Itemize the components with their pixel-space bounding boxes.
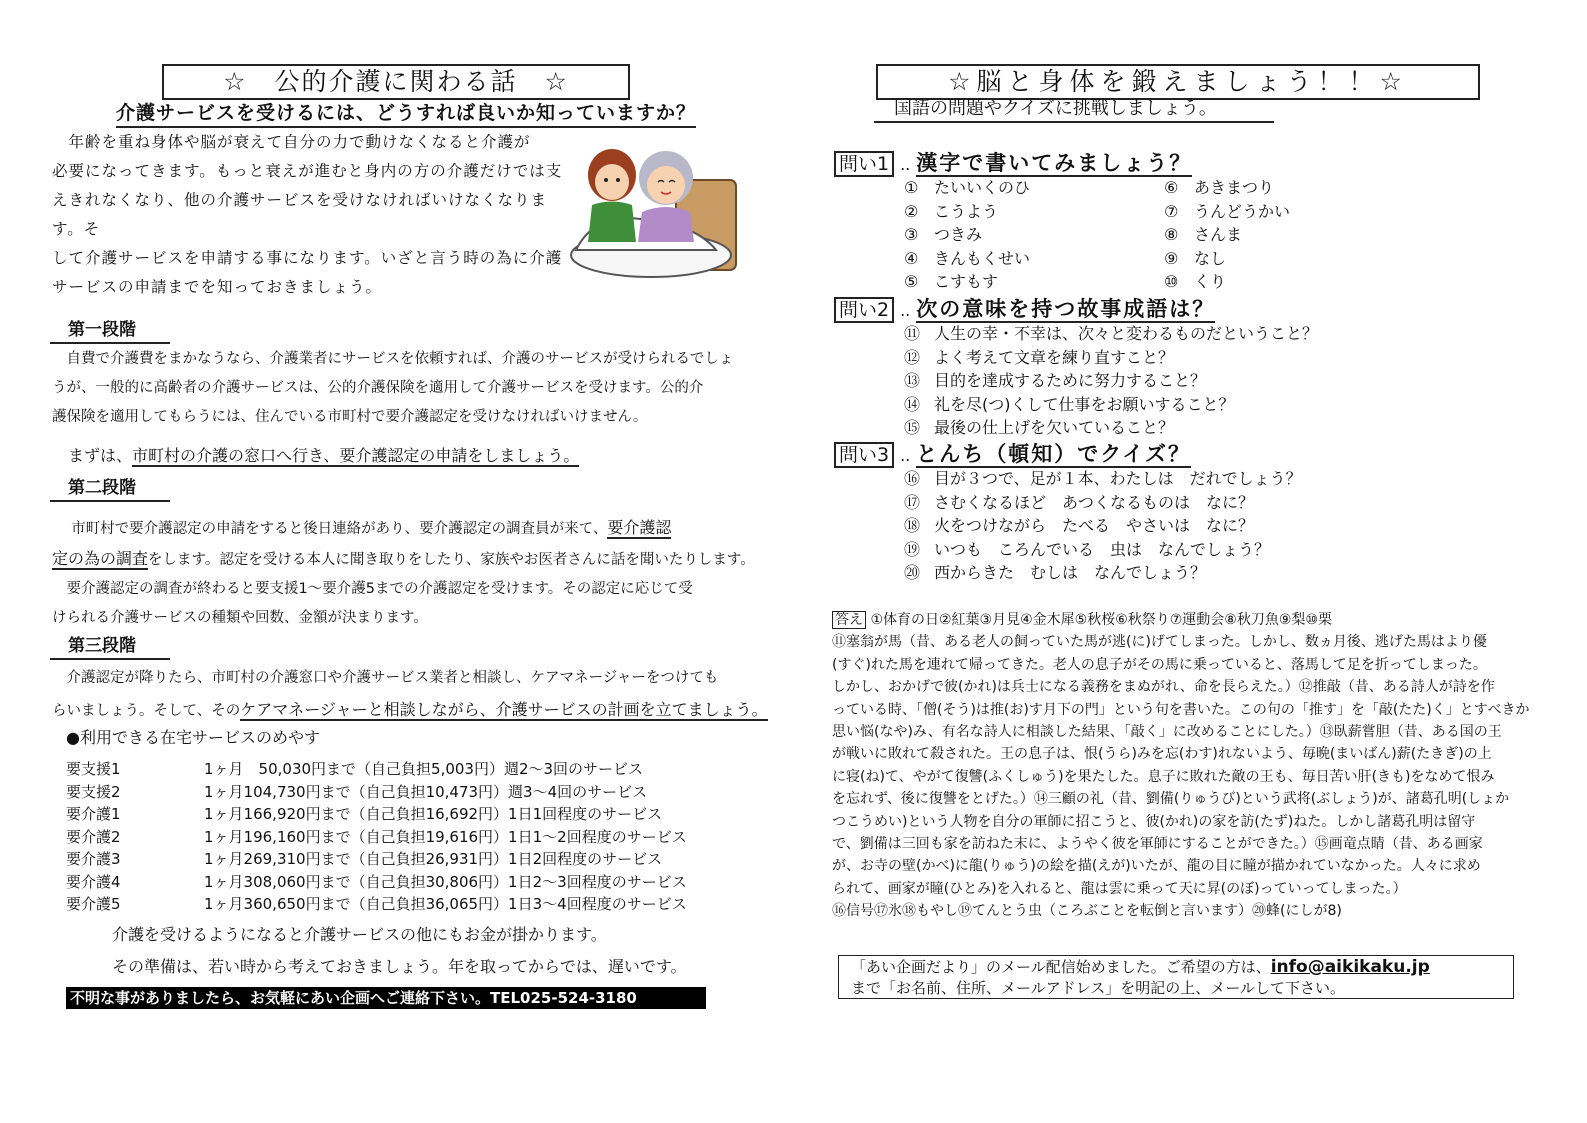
question-text: こうよう (934, 201, 999, 221)
question-number: ⑦ (1164, 201, 1179, 221)
q1-item (904, 176, 1030, 200)
q1-item (904, 247, 1030, 271)
service-level: 要支援2 (66, 782, 121, 801)
stage2-emphasis: 定の為の調査 (52, 549, 149, 568)
q2-item (904, 369, 1318, 393)
service-level: 要介護1 (66, 805, 121, 823)
q1-item (904, 200, 1030, 224)
question-text: こすもす (934, 272, 999, 291)
stage2-text: をします。認定を受ける本人に聞き取りをしたり、家族やお医者さんに話を聞いたりします。 (148, 552, 755, 568)
newsletter-box (838, 955, 1514, 999)
question-number: ① (904, 178, 919, 197)
answers-line: ①体育の日②紅葉③月見④金木犀⑤秋桜⑥秋祭り⑦運動会⑧秋刀魚⑨梨⑩栗 (866, 612, 1332, 628)
answers-line-first (832, 609, 1532, 631)
q1-title: 漢字で書いてみましょう？ (916, 151, 1193, 175)
q1-dots: .. (900, 155, 911, 174)
question-number: ⑥ (1164, 178, 1179, 197)
question-number: ⑳ (904, 563, 921, 582)
q3-item (904, 467, 1302, 491)
service-desc: 1ヶ月166,920円まで（自己負担16,692円）1日1回程度のサービス (204, 805, 663, 823)
q2-title: 次の意味を持つ故事成語は？ (916, 297, 1216, 321)
question-text: 人生の幸・不幸は、次々と変わるものだということ？ (934, 324, 1319, 343)
question-number: ⑩ (1164, 272, 1179, 291)
question-text: つきみ (934, 225, 983, 244)
stage1-line: 自費で介護費をまかなうなら、介護業者にサービスを依頼すれば、介護のサービスが受けられるでしょ (52, 351, 734, 367)
answers-line: が戦いに敗れて殺された。王の息子は、恨(うら)みを忘(わす)れないよう、毎晩(まいばん)薪(たきぎ)の上 (832, 746, 1492, 763)
service-row (66, 758, 687, 781)
service-row (66, 871, 687, 894)
q3-dots: .. (900, 446, 911, 465)
question-text: 最後の仕上げを欠いていること？ (934, 418, 1175, 437)
stage1-callout: 市町村の介護の窓口へ行き、要介護認定の申請をしましょう。 (132, 446, 580, 465)
question-number: ⑤ (904, 272, 919, 291)
q3-item (904, 538, 1302, 562)
answers-line: しかし、おかげで彼(かれ)は兵士になる義務をまぬがれ、命を長らえた。）⑫推敲（昔、ある詩人が詩を作 (832, 679, 1495, 696)
question-text: たいいくのひ (934, 178, 1031, 197)
answers-line: ⑪塞翁が馬（昔、ある老人の飼っていた馬が逃(に)げてしまった。しかし、数ヵ月後、逃げた馬はより優 (832, 634, 1487, 651)
service-level: 要支援1 (66, 760, 121, 778)
q1-item (904, 270, 1030, 294)
question-number: ⑬ (904, 371, 921, 390)
intro-line: して介護サービスを申請する事になります。いざと言う時の為に介護 (52, 249, 563, 267)
question-text: よく考えて文章を練り直すこと？ (934, 347, 1175, 367)
question-text: 火をつけながら たべる やさいは なに？ (934, 516, 1255, 535)
stage2-line2 (52, 544, 755, 575)
caregiver-illustration (566, 130, 742, 280)
contact-bar: 不明な事がありましたら、お気軽にあい企画へご連絡下さい。TEL025-524-3180 (66, 987, 706, 1009)
question-text: うんどうかい (1194, 201, 1291, 221)
question-number: ⑯ (904, 469, 921, 488)
service-row (66, 893, 687, 916)
q1-item (1164, 223, 1290, 247)
answers-line: (すぐ)れた馬を連れて帰ってきた。老人の息子がその馬に乗っていると、落馬して足を折ってしまった。 (832, 656, 1487, 673)
services-table (66, 758, 687, 916)
question-number: ⑫ (904, 347, 921, 367)
right-subtitle: 国語の問題やクイズに挑戦しましょう。 (874, 97, 1274, 123)
q1-item (1164, 176, 1290, 200)
stage1-heading: 第一段階 (50, 318, 170, 344)
question-number: ⑨ (1164, 248, 1179, 268)
question-number: ② (904, 201, 919, 221)
intro-line: えきれなくなり、他の介護サービスを受けなければいけなくなります。そ (52, 191, 548, 238)
stage3-emphasis: ケアマネージャーと相談しながら、介護サービスの計画を立てましょう。 (240, 700, 768, 719)
stage1-callout-prefix: まずは、 (52, 446, 133, 465)
question-number: ③ (904, 225, 919, 244)
service-row (66, 803, 687, 826)
q3-title: とんち（頓知）でクイズ？ (916, 442, 1192, 466)
answers-line: つこうめい)という人物を自分の軍師に招こうと、彼(かれ)の家を訪(たず)ねた。しかし諸葛孔明は留守 (832, 813, 1476, 830)
answers-block (832, 609, 1532, 923)
q2-items (904, 322, 1318, 440)
question-number: ⑧ (1164, 225, 1179, 244)
closing-line-1: 介護を受けるようになると介護サービスの他にもお金が掛かります。 (112, 925, 607, 944)
intro-line: 年齢を重ね身体や脳が衰えて自分の力で動けなくなると介護が (52, 133, 531, 151)
service-level: 要介護3 (66, 850, 121, 868)
q3-item (904, 514, 1302, 538)
stage2-emphasis: 要介護認 (607, 518, 672, 537)
email-link[interactable]: info@aikikaku.jp (1270, 957, 1430, 977)
question-text: くり (1194, 272, 1227, 291)
answers-tag: 答え (832, 611, 866, 629)
service-desc: 1ヶ月104,730円まで（自己負担10,473円）週3～4回のサービス (204, 782, 648, 801)
answers-line: を忘れず、後に復讐をとげた。）⑭三顧の礼（昔、劉備(りゅうび)という武将(ぶしょう)が、諸葛孔明(しょか (832, 791, 1510, 808)
answers-line: られて、画家が瞳(ひとみ)を入れると、龍は雲に乗って天に昇(のぼ)っていってしまった。） (832, 880, 1407, 897)
q1-item (904, 223, 1030, 247)
stage2-text: 市町村で要介護認定の申請をすると後日連絡があり、要介護認定の調査員が来て、 (52, 521, 608, 537)
q2-item (904, 346, 1318, 370)
stage3-body (52, 662, 768, 727)
question-text: 礼を尽(つ)くして仕事をお願いすること？ (934, 394, 1235, 414)
q3-item (904, 561, 1302, 585)
question-number: ④ (904, 248, 919, 268)
q2-tag: 問い2 (834, 297, 894, 323)
answers-line: が、お寺の壁(かべ)に龍(りゅう)の絵を描(えが)いたが、龍の目に瞳が描かれていなかった。人々に求め (832, 858, 1481, 875)
answers-line: 思い悩(なや)み、有名な詩人に相談した結果、「敲く」に改めることにした。）⑬臥薪嘗胆（昔、ある国の王 (832, 724, 1502, 741)
stage1-line: うが、一般的に高齢者の介護サービスは、公的介護保険を適用して介護サービスを受けます。公的介 (52, 380, 704, 396)
intro-line: サービスの申請までを知っておきましょう。 (52, 278, 383, 296)
question-text: あきまつり (1194, 178, 1275, 197)
answers-line: に寝(ね)て、やがて復讐(ふくしゅう)を果たした。息子に敗れた敵の王も、毎日苦い肝(きも)をなめて恨み (832, 768, 1495, 785)
stage3-line1: 介護認定が降りたら、市町村の介護窓口や介護サービス業者と相談し、ケアマネージャーをつけても (52, 670, 719, 686)
question-number: ⑲ (904, 539, 921, 559)
stage2-line3: 要介護認定の調査が終わると要支援1～要介護5までの介護認定を受けます。その認定に応じて受 (52, 581, 693, 597)
service-row (66, 781, 687, 804)
question-text: いつも ころんでいる 虫は なんでしょう？ (934, 539, 1271, 559)
stage2-heading: 第二段階 (50, 476, 170, 502)
q1-header (834, 150, 1192, 176)
q1-item (1164, 270, 1290, 294)
services-heading: ●利用できる在宅サービスのめやす (66, 728, 320, 747)
stage3-text: らいましょう。そして、その (52, 703, 241, 719)
service-level: 要介護2 (66, 827, 121, 846)
intro-line: 必要になってきます。もっと衰えが進むと身内の方の介護だけでは支 (52, 162, 563, 180)
service-level: 要介護5 (66, 895, 121, 913)
q1-item (1164, 200, 1290, 224)
left-title-box (162, 64, 630, 100)
q2-header (834, 296, 1215, 322)
q2-item (904, 393, 1318, 417)
answers-line: で、劉備は三回も家を訪ねた末に、ようやく彼を軍師にすることができた。）⑮画竜点睛（昔、ある画家 (832, 836, 1483, 853)
q3-tag: 問い3 (834, 442, 894, 468)
service-desc: 1ヶ月308,060円まで（自己負担30,806円）1日2～3回程度のサービス (204, 872, 687, 891)
question-number: ⑰ (904, 492, 921, 512)
question-text: さむくなるほど あつくなるものは なに？ (934, 492, 1255, 512)
q2-item (904, 322, 1318, 346)
question-number: ⑭ (904, 394, 921, 414)
question-number: ⑱ (904, 516, 921, 535)
stage2-line1 (52, 513, 742, 544)
newsletter-text: 「あい企画だより」のメール配信始めました。ご希望の方は、 (851, 958, 1271, 976)
q1-tag: 問い1 (834, 151, 894, 177)
stage2-body (52, 513, 755, 633)
service-row (66, 826, 687, 849)
q3-items (904, 467, 1302, 585)
stage1-body (52, 345, 742, 432)
stage2-line4: けられる介護サービスの種類や回数、金額が決まります。 (52, 610, 428, 626)
service-row (66, 848, 687, 871)
service-desc: 1ヶ月269,310円まで（自己負担26,931円）1日2回程度のサービス (204, 850, 663, 868)
right-title: ☆脳と身体を鍛えましょう！！☆ (948, 67, 1408, 96)
question-text: なし (1194, 248, 1227, 268)
service-desc: 1ヶ月 50,030円まで（自己負担5,003円）週2～3回のサービス (204, 760, 644, 778)
q1-col1 (904, 176, 1030, 294)
service-level: 要介護4 (66, 872, 121, 891)
service-desc: 1ヶ月196,160円まで（自己負担19,616円）1日1～2回程度のサービス (204, 827, 687, 846)
question-text: 目的を達成するために努力すること？ (934, 371, 1207, 390)
left-subtitle: 介護サービスを受けるには、どうすれば良いか知っていますか？ (116, 100, 696, 128)
service-desc: 1ヶ月360,650円まで（自己負担36,065円）1日3～4回程度のサービス (204, 895, 687, 913)
stage3-heading: 第三段階 (50, 634, 170, 660)
question-text: 目が３つで、足が１本、わたしは だれでしょう？ (934, 469, 1302, 488)
q2-dots: .. (900, 301, 911, 320)
newsletter-line-1 (851, 957, 1513, 978)
q2-item (904, 416, 1318, 440)
right-title-box (876, 64, 1480, 100)
question-number: ⑪ (904, 324, 921, 343)
q1-item (1164, 247, 1290, 271)
question-number: ⑮ (904, 418, 921, 437)
left-title: ☆ 公的介護に関わる話 ☆ (223, 67, 569, 96)
closing-line-2: その準備は、若い時から考えておきましょう。年を取ってからでは、遅いです。 (112, 957, 687, 976)
stage1-line: 護保険を適用してもらうには、住んでいる市町村で要介護認定を受けなければいけません。 (52, 409, 648, 425)
newsletter-line-2: まで「お名前、住所、メールアドレス」を明記の上、メールして下さい。 (851, 979, 1345, 997)
stage3-line2 (52, 694, 768, 727)
stage1-callout-line (52, 444, 579, 468)
answers-line: ⑯信号⑰氷⑱もやし⑲てんとう虫（ころぶことを転倒と言います）⑳蜂(にしが8) (832, 903, 1342, 920)
answers-line: っている時、「僧(そう)は推(お)す月下の門」という句を書いた。この句の「推す」を「敲(たた)く」とすべきか (832, 701, 1530, 718)
question-text: 西からきた むしは なんでしょう？ (934, 563, 1207, 582)
q3-header (834, 441, 1191, 467)
question-text: さんま (1194, 225, 1243, 244)
left-intro (52, 128, 572, 302)
q1-col2 (1164, 176, 1290, 294)
q3-item (904, 491, 1302, 515)
question-text: きんもくせい (934, 248, 1031, 268)
